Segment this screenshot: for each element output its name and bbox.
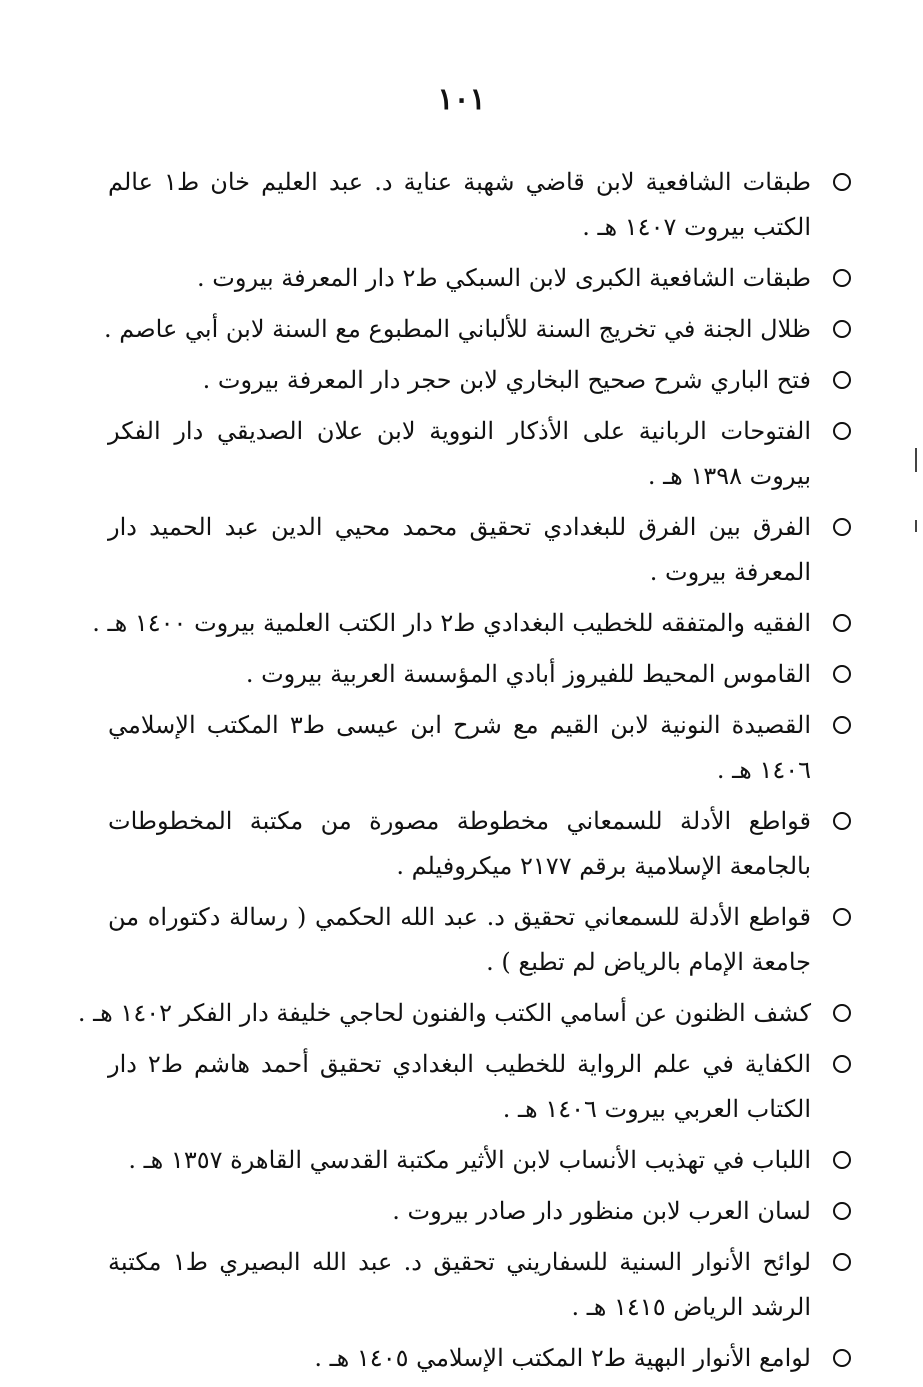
circle-bullet-icon (833, 371, 851, 389)
circle-bullet-icon (833, 1253, 851, 1271)
page-number: ١٠١ (437, 82, 486, 117)
reference-text: القاموس المحيط للفيروز أبادي المؤسسة العربية بيروت . (245, 660, 811, 688)
reference-item (104, 307, 853, 352)
circle-bullet-icon (833, 422, 851, 440)
circle-bullet-icon (833, 716, 851, 734)
reference-item (108, 1042, 853, 1132)
circle-bullet-icon (833, 665, 851, 683)
circle-bullet-icon (833, 320, 851, 338)
circle-bullet-icon (833, 518, 851, 536)
reference-list (77, 160, 853, 1387)
reference-item (77, 991, 853, 1036)
reference-item (108, 1138, 853, 1183)
circle-bullet-icon (833, 173, 851, 191)
reference-text: ظلال الجنة في تخريج السنة للألباني المطبوع مع السنة لابن أبي عاصم . (104, 315, 811, 343)
reference-text: لوائح الأنوار السنية للسفاريني تحقيق د. عبد الله البصيري ط١ مكتبة الرشد الرياض ١٤١٥ هـ . (108, 1248, 812, 1321)
margin-mark (915, 448, 917, 472)
reference-text: كشف الظنون عن أسامي الكتب والفنون لحاجي خليفة دار الفكر ١٤٠٢ هـ . (77, 999, 811, 1027)
reference-item (108, 358, 853, 403)
reference-item (108, 409, 853, 499)
reference-item (108, 895, 853, 985)
circle-bullet-icon (833, 269, 851, 287)
circle-bullet-icon (833, 908, 851, 926)
reference-text: طبقات الشافعية الكبرى لابن السبكي ط٢ دار المعرفة بيروت . (197, 264, 811, 292)
reference-text: الفتوحات الربانية على الأذكار النووية لابن علان الصديقي دار الفكر بيروت ١٣٩٨ هـ . (108, 417, 811, 490)
reference-item (108, 160, 853, 250)
reference-text: فتح الباري شرح صحيح البخاري لابن حجر دار المعرفة بيروت . (202, 366, 811, 394)
reference-item (108, 799, 853, 889)
margin-mark (915, 520, 917, 532)
reference-item (108, 1336, 853, 1381)
circle-bullet-icon (833, 1151, 851, 1169)
reference-item (108, 703, 853, 793)
reference-text: لسان العرب لابن منظور دار صادر بيروت . (392, 1197, 811, 1225)
reference-item (108, 505, 853, 595)
reference-text: قواطع الأدلة للسمعاني مخطوطة مصورة من مكتبة المخطوطات بالجامعة الإسلامية برقم ٢١٧٧ ميكروفيلم . (108, 807, 811, 880)
reference-text: طبقات الشافعية لابن قاضي شهبة عناية د. عبد العليم خان ط١ عالم الكتب بيروت ١٤٠٧ هـ . (108, 168, 812, 241)
reference-text: الفرق بين الفرق للبغدادي تحقيق محمد محيي الدين عبد الحميد دار المعرفة بيروت . (108, 513, 811, 586)
circle-bullet-icon (833, 1004, 851, 1022)
circle-bullet-icon (833, 1055, 851, 1073)
reference-item (92, 601, 853, 646)
reference-text: القصيدة النونية لابن القيم مع شرح ابن عيسى ط٣ المكتب الإسلامي ١٤٠٦ هـ . (108, 711, 811, 784)
reference-text: الكفاية في علم الرواية للخطيب البغدادي تحقيق أحمد هاشم ط٢ دار الكتاب العربي بيروت ١٤٠٦ هـ . (108, 1050, 811, 1123)
reference-item (108, 256, 853, 301)
circle-bullet-icon (833, 1202, 851, 1220)
reference-text: لوامع الأنوار البهية ط٢ المكتب الإسلامي ١٤٠٥ هـ . (314, 1344, 811, 1372)
reference-text: قواطع الأدلة للسمعاني تحقيق د. عبد الله الحكمي ( رسالة دكتوراه من جامعة الإمام بالرياض لم تطبع ) . (108, 903, 811, 976)
reference-item (108, 652, 853, 697)
reference-item (108, 1240, 853, 1330)
circle-bullet-icon (833, 614, 851, 632)
reference-item (108, 1189, 853, 1234)
reference-text: اللباب في تهذيب الأنساب لابن الأثير مكتبة القدسي القاهرة ١٣٥٧ هـ . (128, 1146, 811, 1174)
circle-bullet-icon (833, 812, 851, 830)
reference-text: الفقيه والمتفقه للخطيب البغدادي ط٢ دار الكتب العلمية بيروت ١٤٠٠ هـ . (92, 609, 811, 637)
